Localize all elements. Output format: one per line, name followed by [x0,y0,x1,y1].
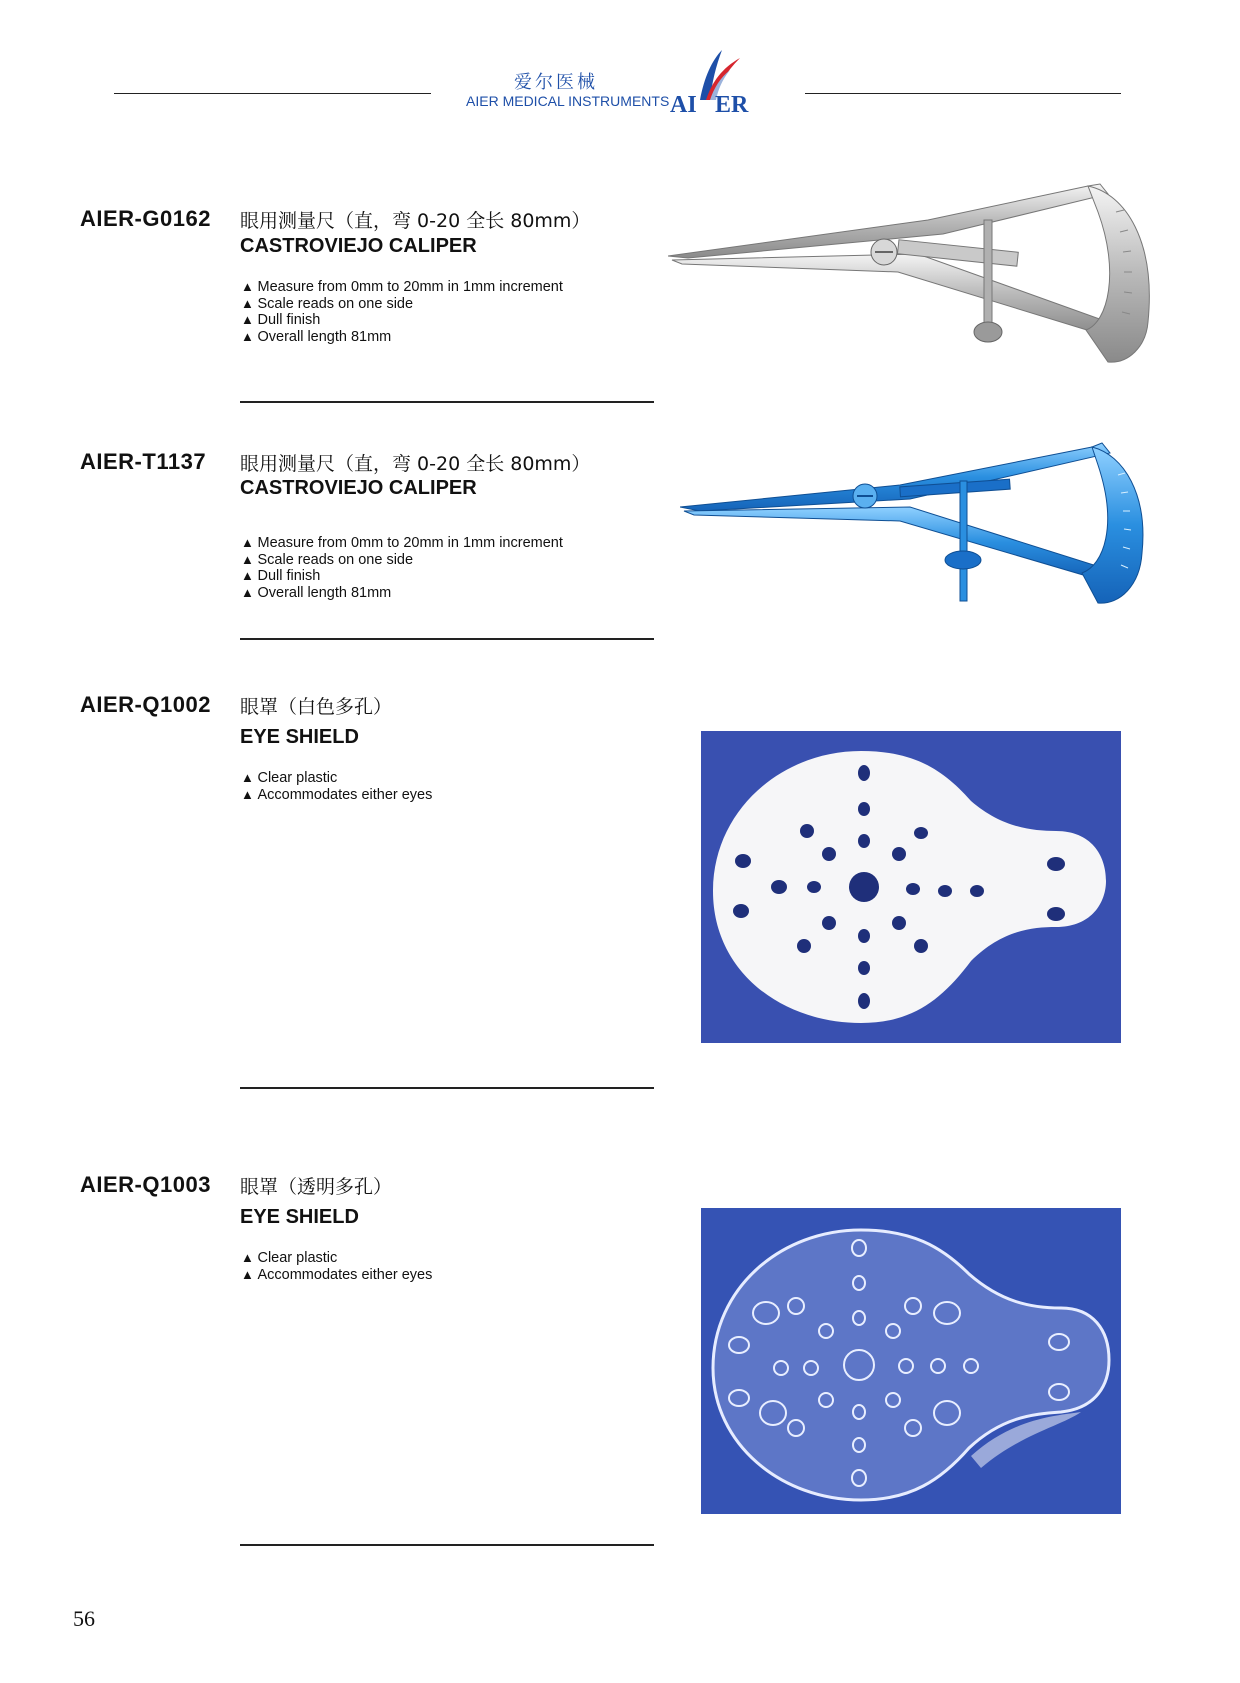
feature-item: ▲ Accommodates either eyes [241,1267,432,1284]
feature-list [241,1250,432,1283]
product-title-en: CASTROVIEJO CALIPER [240,235,477,257]
svg-text:AI: AI [670,92,697,118]
feature-item: ▲ Measure from 0mm to 20mm in 1mm increment [241,279,563,296]
feature-item: ▲ Clear plastic [241,1250,432,1267]
feature-list [241,535,563,601]
section-divider [240,1544,654,1546]
header-rule-right [805,93,1121,94]
clear-eye-shield-image [701,1208,1121,1514]
section-divider [240,638,654,640]
svg-text:ER: ER [715,92,749,118]
feature-item: ▲ Clear plastic [241,770,432,787]
white-eye-shield-image [701,731,1121,1043]
product-title-cn: 眼罩（白色多孔） [240,696,393,718]
header-rule-left [114,93,431,94]
feature-item: ▲ Accommodates either eyes [241,787,432,804]
product-code: AIER-T1137 [80,449,207,474]
aier-logo [660,48,760,120]
feature-item: ▲ Dull finish [241,568,563,585]
product-code: AIER-G0162 [80,206,211,231]
feature-list [241,279,563,345]
brand-name-cn: 爱尔医械 [514,72,598,93]
feature-item: ▲ Overall length 81mm [241,585,563,602]
feature-list [241,770,432,803]
silver-caliper-image [668,172,1168,372]
section-divider [240,401,654,403]
section-divider [240,1087,654,1089]
feature-item: ▲ Scale reads on one side [241,296,563,313]
product-title-cn: 眼罩（透明多孔） [240,1176,393,1198]
product-code: AIER-Q1003 [80,1172,211,1197]
feature-item: ▲ Dull finish [241,312,563,329]
product-title-cn: 眼用测量尺（直，弯 0-20 全长 80mm） [240,210,591,232]
blue-titanium-caliper-image [680,435,1150,615]
product-code: AIER-Q1002 [80,692,211,717]
feature-item: ▲ Scale reads on one side [241,552,563,569]
product-title-cn: 眼用测量尺（直，弯 0-20 全长 80mm） [240,453,591,475]
product-title-en: CASTROVIEJO CALIPER [240,477,477,499]
page-number: 56 [73,1606,95,1631]
feature-item: ▲ Overall length 81mm [241,329,563,346]
brand-name-en: AIER MEDICAL INSTRUMENTS [466,93,670,109]
product-title-en: EYE SHIELD [240,726,359,748]
product-title-en: EYE SHIELD [240,1206,359,1228]
feature-item: ▲ Measure from 0mm to 20mm in 1mm increment [241,535,563,552]
